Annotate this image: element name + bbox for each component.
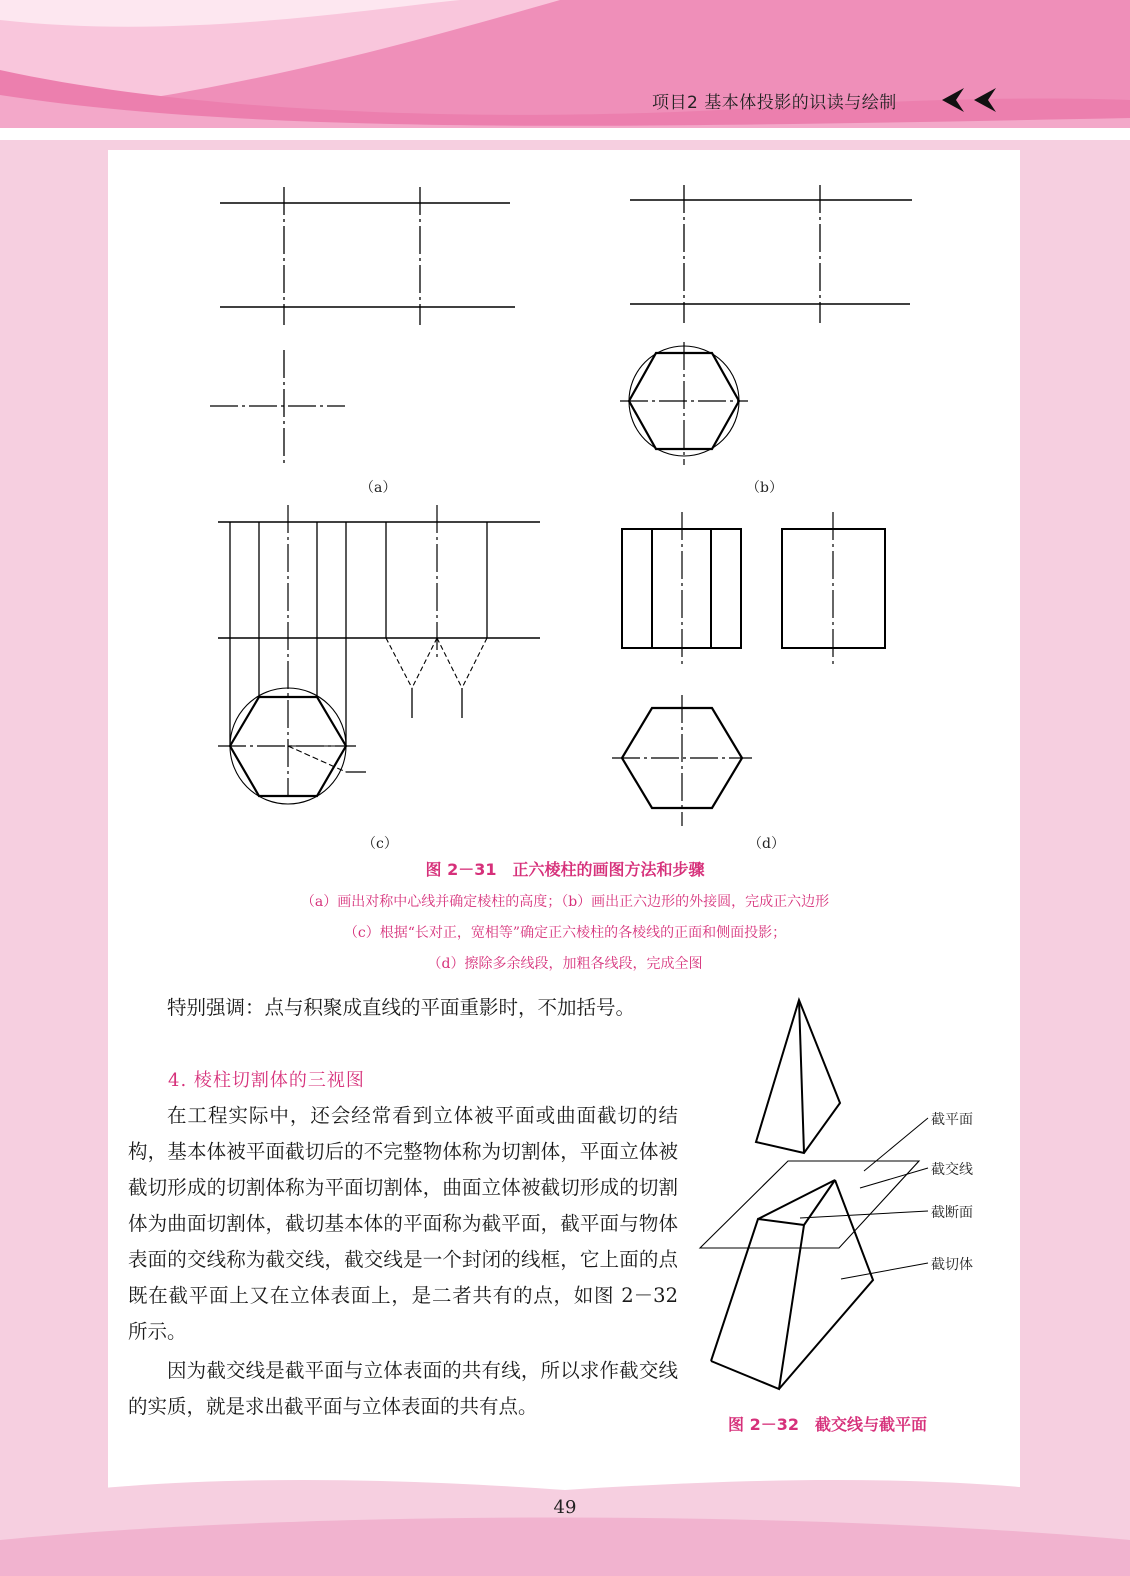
subfigure-b-label: （b） xyxy=(746,480,783,496)
figure-2-32-title: 图 2－32 截交线与截平面 xyxy=(728,1415,927,1434)
body-paragraph: 在工程实际中，还会经常看到立体被平面或曲面截切的结构，基本体被平面截切后的不完整物体称为切割体，平面立体被截切形成的切割体称为平面切割体，曲面立体被截切形成的切割体为曲面切割体，截切基本体的平面称为截平面，截平面与物体表面的交线称为截交线，截交线是一个封闭的线框，它上面的点既在截平面上又在立体表面上，是二者共有的点，如图 2－32 所示。 xyxy=(128,1104,678,1343)
cut-body-label: 截切体 xyxy=(931,1257,973,1273)
subfigure-a-label: （a） xyxy=(360,480,397,496)
figure-2-31-caption-line: （c）根据“长对正，宽相等”确定正六棱柱的各棱线的正面和侧面投影； xyxy=(343,925,787,941)
cutting-plane-label: 截平面 xyxy=(931,1112,973,1128)
figure-2-31-title: 图 2－31 正六棱柱的画图方法和步骤 xyxy=(425,860,705,879)
footer-band xyxy=(0,1470,1130,1576)
intersection-line-label: 截交线 xyxy=(931,1162,973,1178)
section-heading: 4. 棱柱切割体的三视图 xyxy=(168,1070,365,1091)
figure-2-31-caption-line: （d）擦除多余线段，加粗各线段，完成全图 xyxy=(427,956,703,972)
running-header-title: 项目2 基本体投影的识读与绘制 xyxy=(652,93,897,113)
figure-2-32-drawing xyxy=(690,990,990,1400)
figure-2-31-caption-line: （a）画出对称中心线并确定棱柱的高度；（b）画出正六边形的外接圆，完成正六边形 xyxy=(300,894,830,910)
page-number: 49 xyxy=(553,1497,577,1518)
body-paragraph: 因为截交线是截平面与立体表面的共有线，所以求作截交线的实质，就是求出截平面与立体表面的共有点。 xyxy=(128,1359,678,1418)
subfigure-d-label: （d） xyxy=(748,836,785,852)
subfigure-a-drawing xyxy=(210,187,515,467)
subfigure-d-drawing xyxy=(612,512,885,826)
section-face-label: 截断面 xyxy=(931,1205,973,1221)
emphasis-paragraph: 特别强调：点与积聚成直线的平面重影时，不加括号。 xyxy=(167,996,636,1019)
subfigure-c-drawing xyxy=(218,505,540,804)
subfigure-b-drawing xyxy=(620,185,912,465)
subfigure-c-label: （c） xyxy=(362,836,398,852)
